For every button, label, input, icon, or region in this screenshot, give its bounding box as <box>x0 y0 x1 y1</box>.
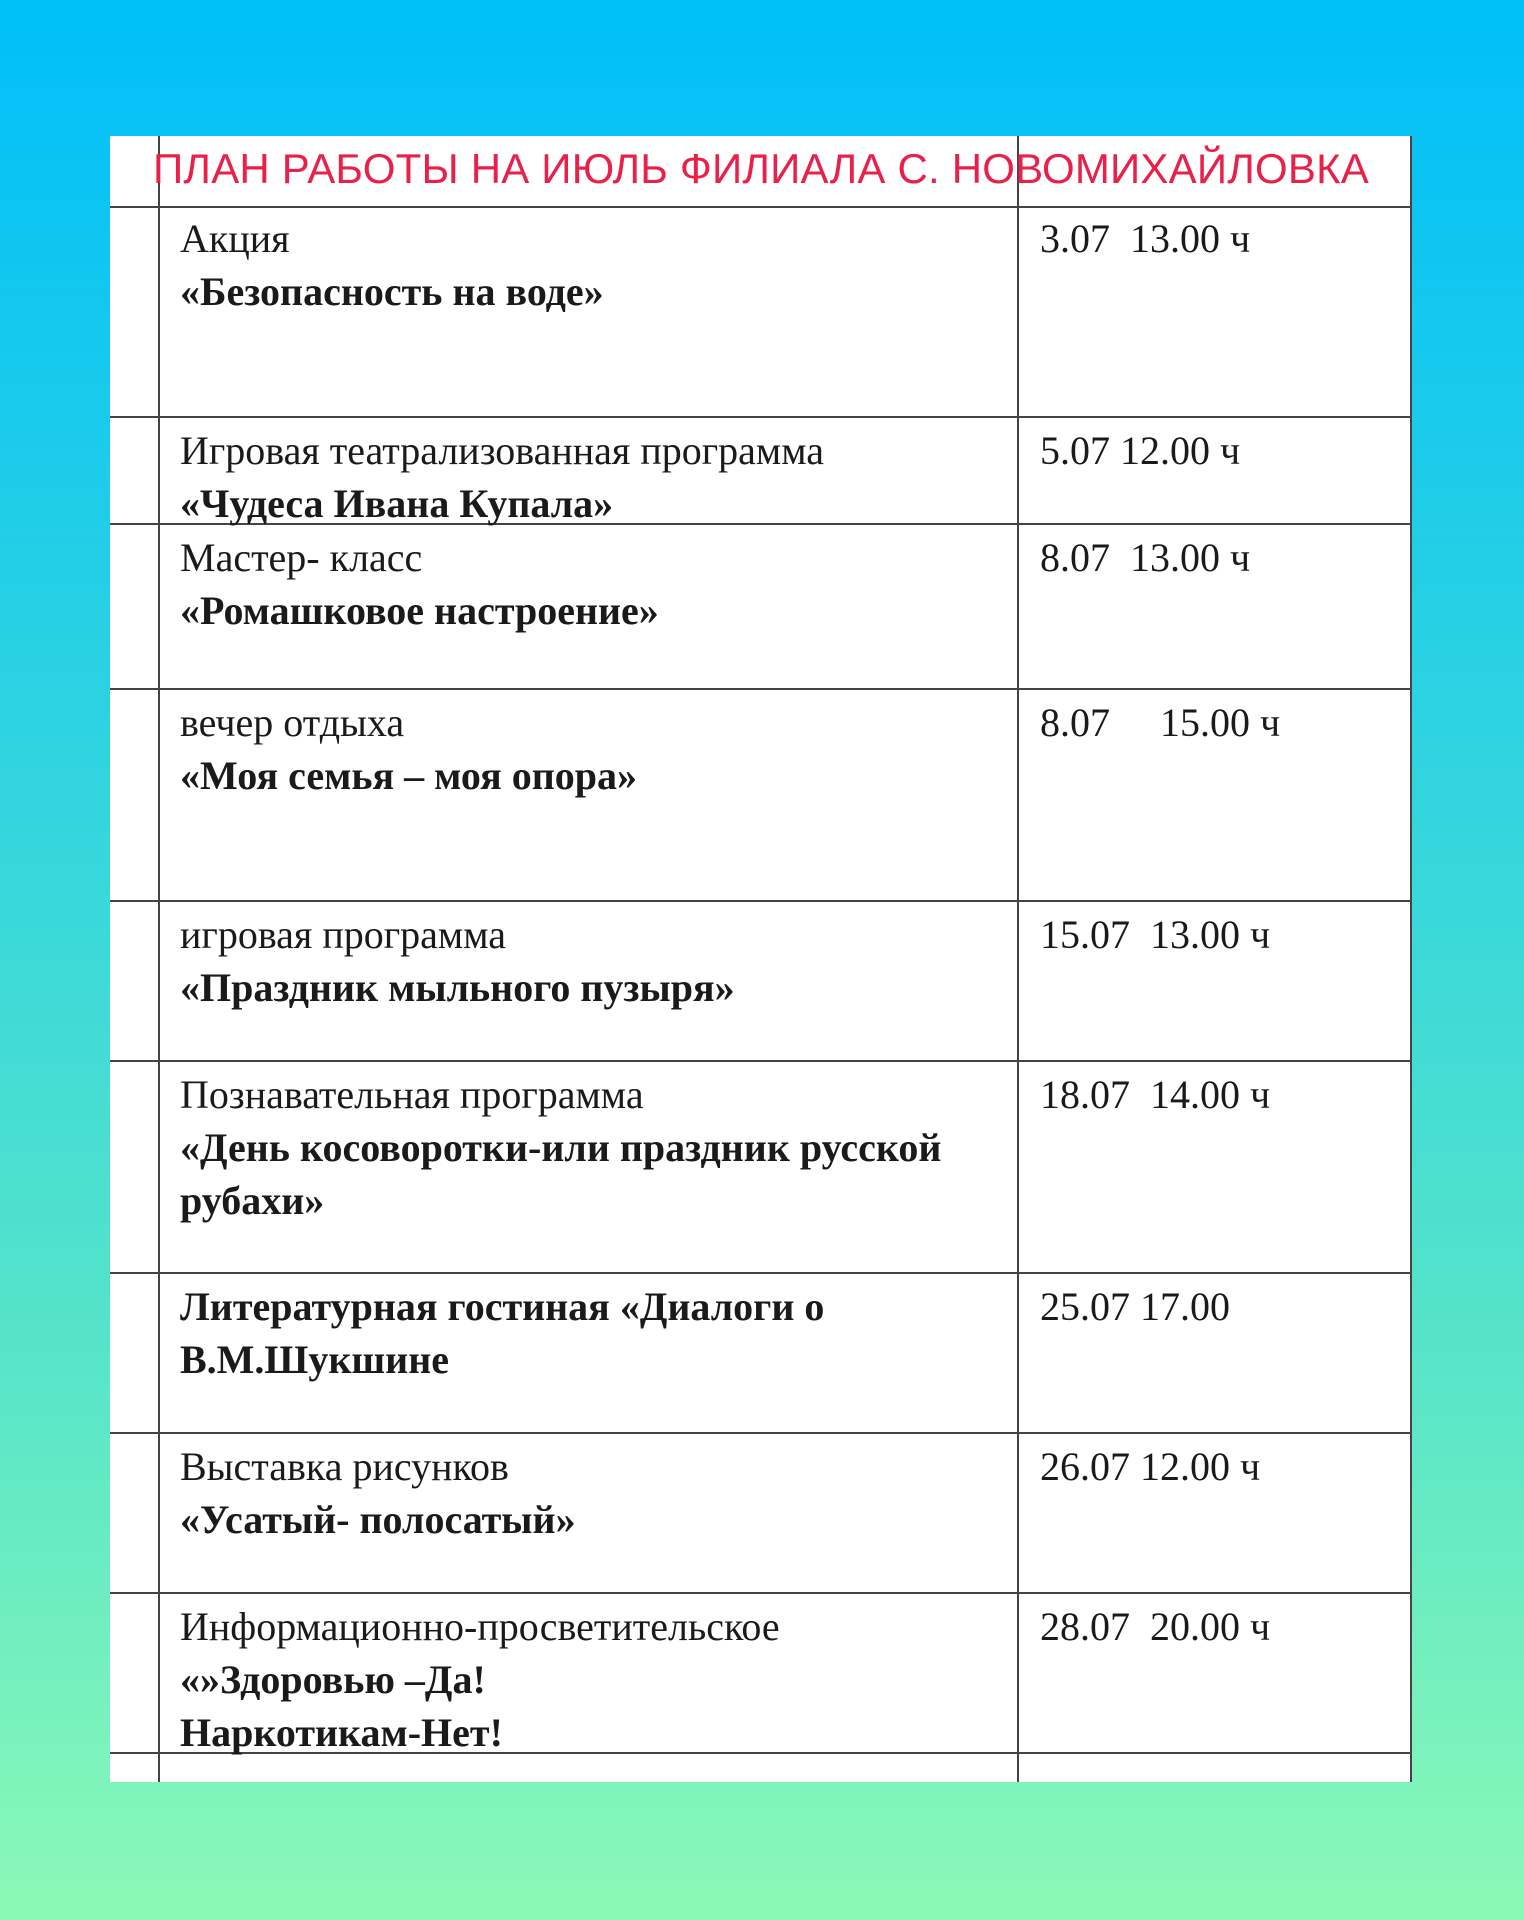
event-cell <box>180 212 1000 318</box>
event-type: Выставка рисунков <box>180 1444 509 1489</box>
event-datetime: 8.07 15.00 ч <box>1040 700 1281 745</box>
event-datetime: 5.07 12.00 ч <box>1040 428 1241 473</box>
event-title: «Безопасность на воде» <box>180 269 604 314</box>
event-type: Информационно-просветительское <box>180 1604 780 1649</box>
event-cell <box>180 1280 1000 1386</box>
event-title: Литературная гостиная «Диалоги о В.М.Шукшине <box>180 1284 825 1382</box>
event-datetime: 26.07 12.00 ч <box>1040 1444 1261 1489</box>
event-type: Мастер- класс <box>180 535 423 580</box>
event-cell <box>180 1440 1000 1546</box>
table-row <box>110 1062 1412 1274</box>
table-row <box>110 418 1412 525</box>
event-type: Игровая театрализованная программа <box>180 428 825 473</box>
event-cell <box>180 1600 1000 1759</box>
event-title: «»Здоровью –Да! Наркотикам-Нет! <box>180 1657 503 1755</box>
table-row <box>110 902 1412 1062</box>
table-row <box>110 1754 1412 1782</box>
event-title: «Праздник мыльного пузыря» <box>180 965 735 1010</box>
event-title: «День косоворотки-или праздник русской рубахи» <box>180 1125 942 1223</box>
schedule-sheet <box>110 136 1412 1782</box>
schedule-table <box>110 206 1412 1782</box>
table-row <box>110 525 1412 690</box>
event-datetime: 25.07 17.00 <box>1040 1284 1230 1329</box>
event-cell <box>180 424 1000 530</box>
event-datetime: 15.07 13.00 ч <box>1040 912 1271 957</box>
event-title: «Ромашковое настроение» <box>180 588 659 633</box>
event-title: «Моя семья – моя опора» <box>180 753 638 798</box>
event-datetime: 8.07 13.00 ч <box>1040 535 1251 580</box>
event-type: вечер отдыха <box>180 700 405 745</box>
table-row <box>110 1594 1412 1754</box>
event-type: Познавательная программа <box>180 1072 644 1117</box>
table-row <box>110 206 1412 418</box>
event-title: «Чудеса Ивана Купала» <box>180 481 614 526</box>
event-datetime: 18.07 14.00 ч <box>1040 1072 1271 1117</box>
event-type: Акция <box>180 216 290 261</box>
table-row <box>110 1434 1412 1594</box>
event-cell <box>180 531 1000 637</box>
event-title: «Усатый- полосатый» <box>180 1497 576 1542</box>
table-row <box>110 690 1412 902</box>
event-cell <box>180 696 1000 802</box>
event-cell <box>180 908 1000 1014</box>
event-cell <box>180 1068 1000 1227</box>
event-datetime: 3.07 13.00 ч <box>1040 216 1251 261</box>
table-row <box>110 1274 1412 1434</box>
page-title: ПЛАН РАБОТЫ НА ИЮЛЬ ФИЛИАЛА С. НОВОМИХАЙЛОВКА <box>153 145 1369 192</box>
event-datetime: 28.07 20.00 ч <box>1040 1604 1271 1649</box>
event-type: игровая программа <box>180 912 506 957</box>
